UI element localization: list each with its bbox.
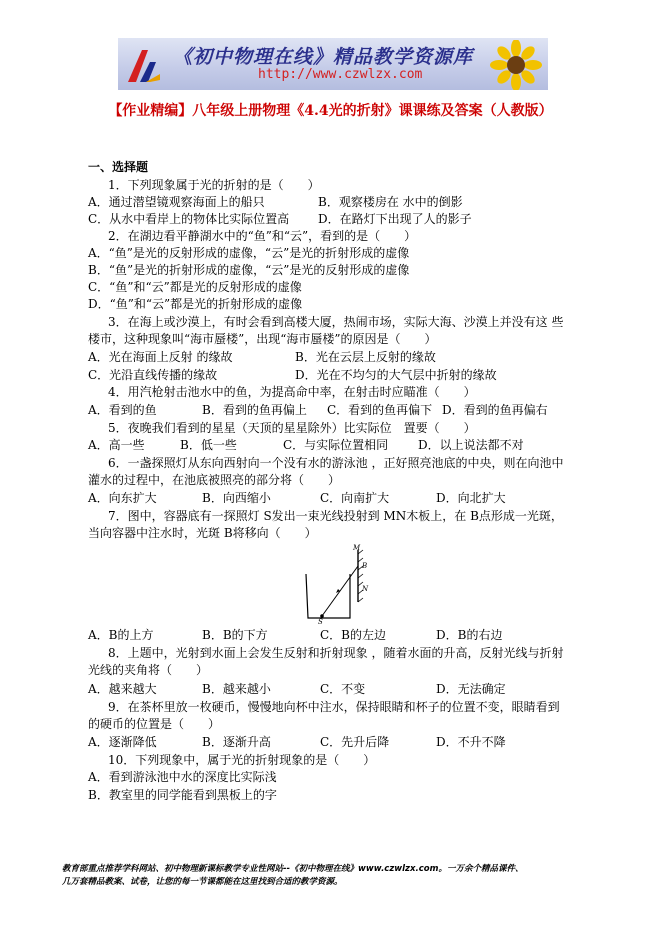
q3-option-d: D．光在不均匀的大气层中折射的缘故 [295, 368, 497, 382]
q1-stem: 1．下列现象属于光的折射的是（ ） [108, 178, 320, 192]
footer-line-2: 几万套精品教案、试卷，让您的每一节课都能在这里找到合适的教学资源。 [62, 877, 343, 887]
q1-option-b: B．观察楼房在 水中的倒影 [318, 195, 463, 209]
q7-stem-line2: 当向容器中注水时，光斑 B将移向（ ） [88, 526, 317, 540]
container-walls [306, 574, 350, 618]
q3-option-c: C．光沿直线传播的缘故 [88, 368, 218, 382]
q7-option-c: C．B的左边 [320, 628, 387, 642]
header-banner [118, 38, 548, 90]
q10-option-b: B．教室里的同学能看到黑板上的字 [88, 788, 277, 802]
q9-stem-line1: 9．在茶杯里放一枚硬币，慢慢地向杯中注水，保持眼睛和杯子的位置不变，眼睛看到 [108, 700, 560, 714]
q8-option-a: A．越来越大 [88, 682, 157, 696]
q5-option-d: D．以上说法都不对 [418, 438, 524, 452]
footer-line-1: 教育部重点推荐学科网站、初中物理新课标教学专业性网站--《初中物理在线》www.czwlzx.com。一万余个精品课件、 [62, 864, 524, 874]
q3-option-b: B．光在云层上反射的缘故 [295, 350, 436, 364]
q4-option-a: A．看到的鱼 [88, 403, 157, 417]
q6-stem-line2: 灌水的过程中，在池底被照亮的部分将（ ） [88, 473, 341, 487]
q1-option-c: C．从水中看岸上的物体比实际位置高 [88, 212, 290, 226]
q10-option-a: A．看到游泳池中水的深度比实际浅 [88, 770, 277, 784]
q8-option-d: D．无法确定 [436, 682, 506, 696]
board-hatching [358, 550, 363, 602]
q3-option-a: A．光在海面上反射 的缘故 [88, 350, 233, 364]
q3-stem-line1: 3．在海上或沙漠上，有时会看到高楼大厦，热闹市场，实际大海、沙漠上并没有这 些 [108, 315, 564, 329]
q6-stem-line1: 6．一盏探照灯从东向西射向一个没有水的游泳池 ，正好照亮池底的中央，则在向池中 [108, 456, 564, 470]
q4-option-b: B．看到的鱼再偏上 [202, 403, 307, 417]
q1-option-d: D．在路灯下出现了人的影子 [318, 212, 472, 226]
q9-option-c: C．先升后降 [320, 735, 390, 749]
section-heading: 一、选择题 [88, 160, 149, 174]
q2-option-a: A．“鱼”是光的反射形成的虚像，“云”是光的折射形成的虚像 [88, 246, 410, 260]
q5-option-c: C．与实际位置相同 [283, 438, 389, 452]
q6-option-b: B．向西缩小 [202, 491, 271, 505]
q9-option-d: D．不升不降 [436, 735, 506, 749]
q10-stem: 10．下列现象中，属于光的折射现象的是（ ） [108, 753, 376, 767]
q5-option-b: B．低一些 [180, 438, 237, 452]
q7-container-diagram [300, 544, 372, 624]
q9-option-a: A．逐渐降低 [88, 735, 157, 749]
q2-option-b: B．“鱼”是光的折射形成的虚像，“云”是光的反射形成的虚像 [88, 263, 410, 277]
q9-stem-line2: 的硬币的位置是（ ） [88, 717, 221, 731]
q4-stem: 4．用汽枪射击池水中的鱼，为提高命中率，在射击时应瞄准（ ） [108, 385, 476, 399]
label-m: M [353, 544, 361, 552]
q8-stem-line1: 8．上题中，光射到水面上会发生反射和折射现象 ，随着水面的升高，反射光线与折射 [108, 646, 564, 660]
q4-option-c: C．看到的鱼再偏下 [327, 403, 433, 417]
q6-option-c: C．向南扩大 [320, 491, 390, 505]
q8-option-b: B．越来越小 [202, 682, 271, 696]
label-s: S [318, 618, 323, 624]
q3-stem-line2: 楼市，这种现象叫“海市蜃楼”，出现“海市蜃楼”的原因是（ ） [88, 332, 437, 346]
q8-stem-line2: 光线的夹角将（ ） [88, 663, 209, 677]
q7-option-b: B．B的下方 [202, 628, 268, 642]
q6-option-a: A．向东扩大 [88, 491, 157, 505]
q2-option-d: D．“鱼”和“云”都是光的折射形成的虚像 [88, 297, 303, 311]
banner-url[interactable]: http://www.czwlzx.com [258, 67, 423, 82]
q5-option-a: A．高一些 [88, 438, 145, 452]
page-footer [62, 863, 622, 889]
q7-stem-line1: 7．图中，容器底有一探照灯 S发出一束光线投射到 MN木板上，在 B点形成一光斑， [108, 509, 563, 523]
site-logo-icon [126, 44, 162, 84]
q5-stem: 5．夜晚我们看到的星星（天顶的星星除外）比实际位 置要（ ） [108, 421, 476, 435]
label-b: B [362, 562, 368, 570]
q8-option-c: C．不变 [320, 682, 366, 696]
q9-option-b: B．逐渐升高 [202, 735, 271, 749]
document-title: 【作业精编】八年级上册物理《4.4光的折射》课课练及答案（人教版） [108, 103, 553, 119]
label-n: N [362, 585, 369, 593]
q2-stem: 2．在湖边看平静湖水中的“鱼”和“云”，看到的是（ ） [108, 229, 417, 243]
q4-option-d: D．看到的鱼再偏右 [442, 403, 548, 417]
q6-option-d: D．向北扩大 [436, 491, 506, 505]
q7-option-a: A．B的上方 [88, 628, 154, 642]
q2-option-c: C．“鱼”和“云”都是光的反射形成的虚像 [88, 280, 302, 294]
banner-title: 《初中物理在线》精品教学资源库 [173, 46, 474, 68]
q1-option-a: A．通过潜望镜观察海面上的船只 [88, 195, 265, 209]
sunflower-icon [482, 40, 542, 90]
q7-option-d: D．B的右边 [436, 628, 503, 642]
